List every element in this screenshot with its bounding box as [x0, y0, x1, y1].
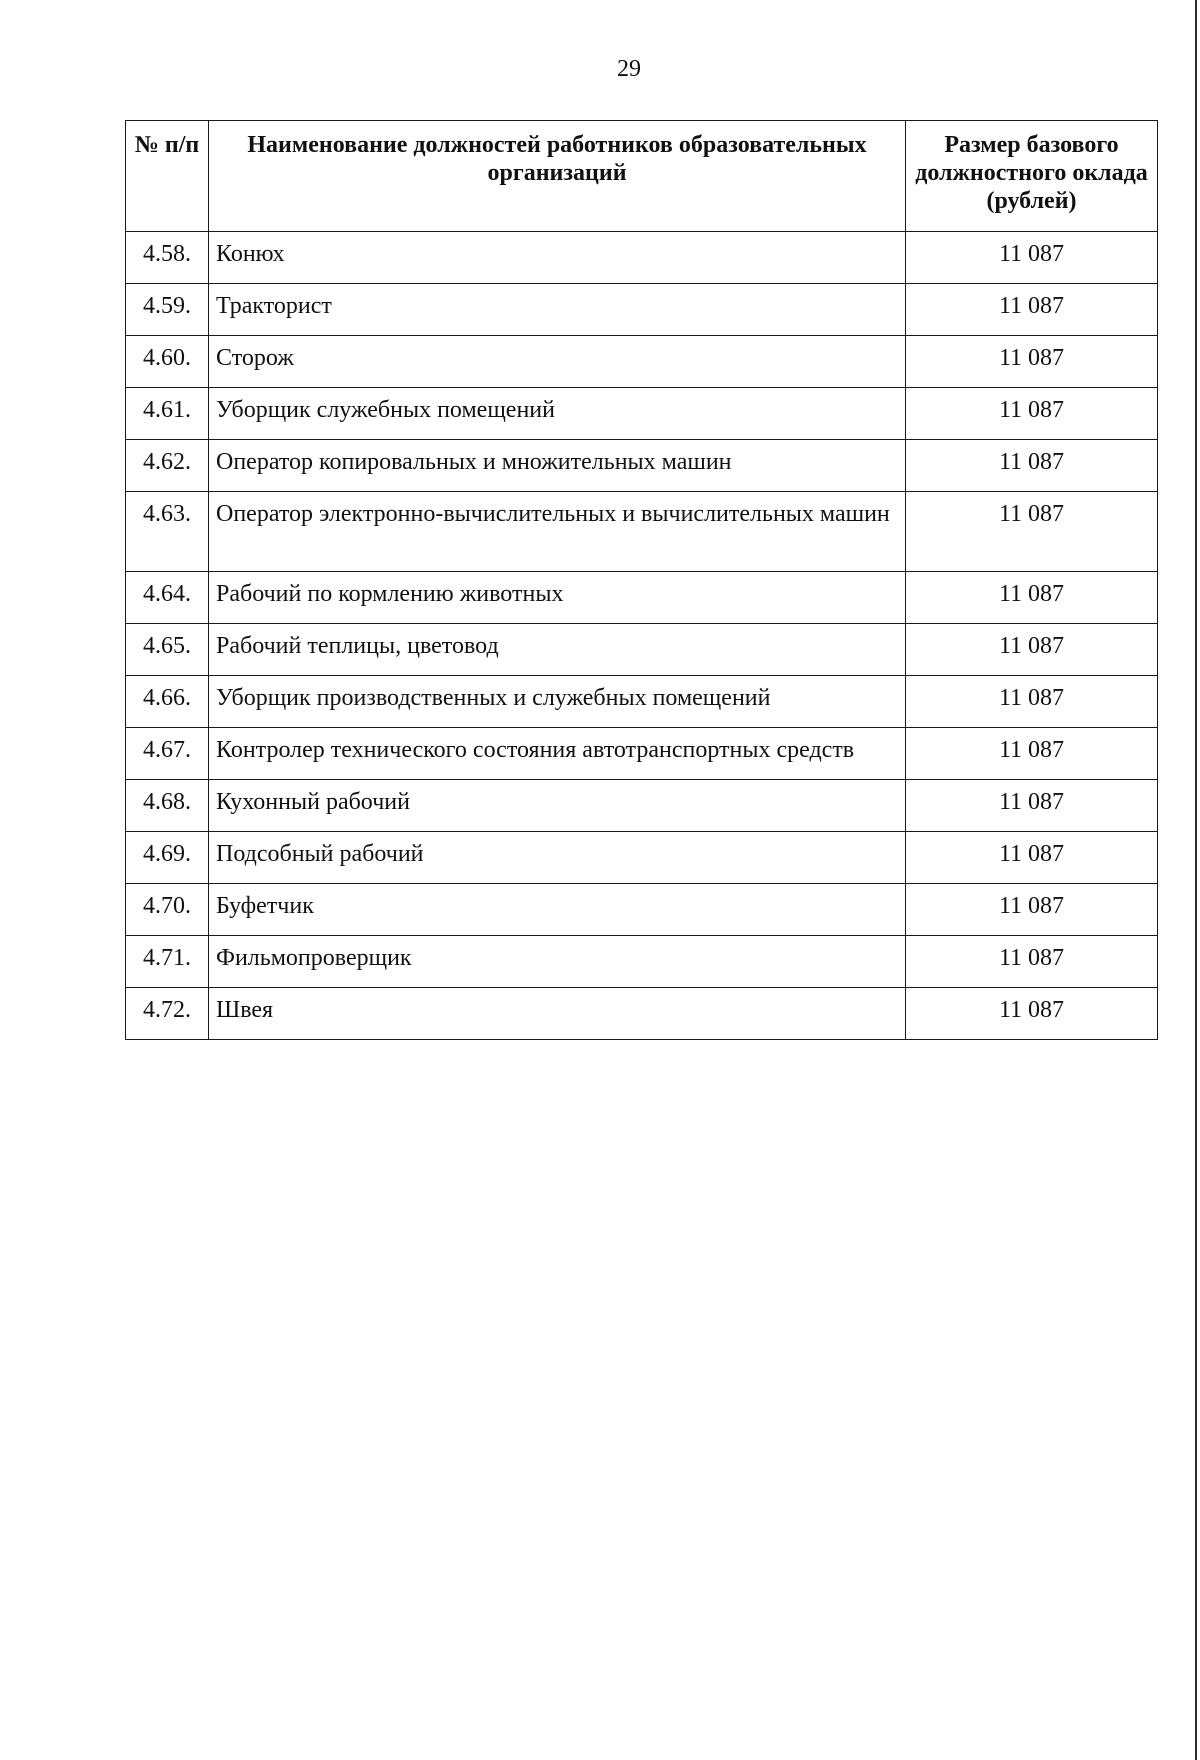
row-number: 4.72. — [126, 988, 209, 1040]
table-row — [126, 884, 1158, 936]
row-position: Рабочий теплицы, цветовод — [209, 624, 906, 676]
row-number: 4.66. — [126, 676, 209, 728]
row-position: Швея — [209, 988, 906, 1040]
row-salary: 11 087 — [906, 572, 1158, 624]
row-position: Контролер технического состояния автотранспортных средств — [209, 728, 906, 780]
row-position: Конюх — [209, 232, 906, 284]
row-position: Подсобный рабочий — [209, 832, 906, 884]
row-salary: 11 087 — [906, 492, 1158, 572]
row-salary: 11 087 — [906, 284, 1158, 336]
table-row — [126, 572, 1158, 624]
row-salary: 11 087 — [906, 832, 1158, 884]
row-number: 4.61. — [126, 388, 209, 440]
row-number: 4.71. — [126, 936, 209, 988]
table-row — [126, 492, 1158, 572]
table-row — [126, 936, 1158, 988]
row-salary: 11 087 — [906, 440, 1158, 492]
row-salary: 11 087 — [906, 936, 1158, 988]
row-position: Рабочий по кормлению животных — [209, 572, 906, 624]
table-row — [126, 780, 1158, 832]
table-row — [126, 284, 1158, 336]
row-salary: 11 087 — [906, 780, 1158, 832]
row-position: Кухонный рабочий — [209, 780, 906, 832]
row-salary: 11 087 — [906, 728, 1158, 780]
row-number: 4.70. — [126, 884, 209, 936]
row-position: Уборщик служебных помещений — [209, 388, 906, 440]
header-number: № п/п — [126, 121, 209, 232]
table-header-row — [126, 121, 1158, 232]
table-row — [126, 624, 1158, 676]
row-salary: 11 087 — [906, 232, 1158, 284]
table-row — [126, 988, 1158, 1040]
row-number: 4.67. — [126, 728, 209, 780]
table-row — [126, 440, 1158, 492]
header-position: Наименование должностей работников образовательных организаций — [209, 121, 906, 232]
table-row — [126, 336, 1158, 388]
table-row — [126, 232, 1158, 284]
table-row — [126, 676, 1158, 728]
header-salary: Размер базового должностного оклада (рублей) — [906, 121, 1158, 232]
row-number: 4.59. — [126, 284, 209, 336]
row-position: Оператор электронно-вычислительных и вычислительных машин — [209, 492, 906, 572]
row-salary: 11 087 — [906, 988, 1158, 1040]
row-salary: 11 087 — [906, 884, 1158, 936]
row-number: 4.64. — [126, 572, 209, 624]
table-row — [126, 832, 1158, 884]
row-salary: 11 087 — [906, 336, 1158, 388]
table-row — [126, 388, 1158, 440]
row-position: Уборщик производственных и служебных помещений — [209, 676, 906, 728]
row-number: 4.58. — [126, 232, 209, 284]
row-salary: 11 087 — [906, 388, 1158, 440]
row-position: Фильмопроверщик — [209, 936, 906, 988]
row-number: 4.69. — [126, 832, 209, 884]
row-position: Сторож — [209, 336, 906, 388]
row-position: Оператор копировальных и множительных машин — [209, 440, 906, 492]
row-number: 4.68. — [126, 780, 209, 832]
row-salary: 11 087 — [906, 624, 1158, 676]
row-number: 4.60. — [126, 336, 209, 388]
row-number: 4.62. — [126, 440, 209, 492]
row-position: Тракторист — [209, 284, 906, 336]
table-row — [126, 728, 1158, 780]
salary-table — [125, 120, 1158, 1040]
row-salary: 11 087 — [906, 676, 1158, 728]
row-number: 4.63. — [126, 492, 209, 572]
scan-edge-line — [1195, 0, 1197, 1760]
row-position: Буфетчик — [209, 884, 906, 936]
row-number: 4.65. — [126, 624, 209, 676]
page-number: 29 — [617, 56, 641, 82]
